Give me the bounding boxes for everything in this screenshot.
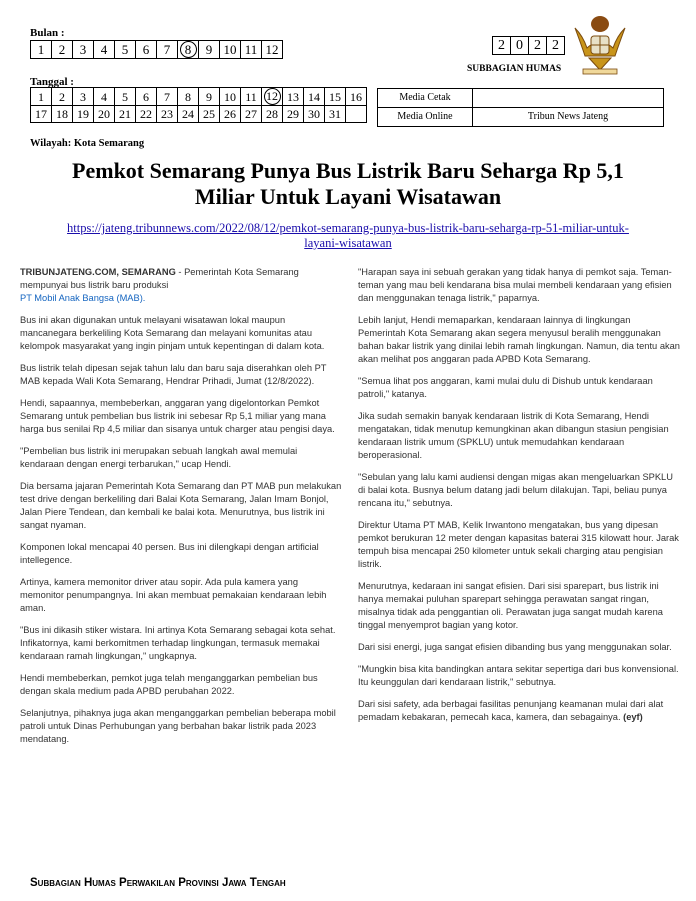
article-url-line-2[interactable]: layani-wisatawan xyxy=(304,236,392,250)
date-value: 19 xyxy=(77,107,89,121)
month-cell xyxy=(136,41,157,59)
article-paragraph: Dia bersama jajaran Pemerintah Kota Semarang dan PT MAB pun melakukan test drive dengan berkeliling dari Balai Kota Semarang, Jalan Imam Bonjol, Jalan Piere Tendean, dan kembali ke balai kota. Menurutnya, bus listrik ini sangat nyaman. xyxy=(20,481,342,530)
date-cell xyxy=(94,106,115,123)
date-value: 7 xyxy=(164,89,170,104)
date-cell xyxy=(262,106,283,123)
date-cell xyxy=(241,106,262,123)
date-value: 23 xyxy=(161,107,173,121)
date-value: 20 xyxy=(98,107,110,121)
date-cell xyxy=(136,88,157,106)
month-value: 11 xyxy=(244,42,258,57)
date-cell xyxy=(52,88,73,106)
date-cell xyxy=(199,106,220,123)
date-cell xyxy=(325,88,346,106)
article-paragraph: Artinya, kamera memonitor driver atau sopir. Ada pula kamera yang memonitor penumpangnya. Ini akan membuat pemakaian kendaraan lebih aman. xyxy=(20,577,327,613)
lead-paragraph xyxy=(20,266,342,305)
date-cell xyxy=(136,106,157,123)
footer-org xyxy=(30,877,286,889)
date-selected-value: 12 xyxy=(264,88,281,105)
garuda-emblem-icon xyxy=(573,14,627,76)
date-value: 27 xyxy=(245,107,257,121)
date-cell xyxy=(220,106,241,123)
company-link[interactable]: PT Mobil Anak Bangsa (MAB). xyxy=(20,293,146,303)
month-cell xyxy=(115,41,136,59)
month-table xyxy=(30,40,283,59)
media-print-label: Media Cetak xyxy=(378,89,473,108)
date-value: 24 xyxy=(182,107,194,121)
article-paragraph: Direktur Utama PT MAB, Kelik Irwantono mengatakan, bus yang dipesan pemkot berukuran 12 meter dengan kapasitas baterai 315 kilowatt hour. Jarak tempuh bisa mencapai 250 kilometer untuk sekali charging atau pengisian listrik. xyxy=(358,520,679,569)
month-value: 12 xyxy=(265,42,279,57)
date-value: 5 xyxy=(122,89,128,104)
date-value: 25 xyxy=(203,107,215,121)
date-cell xyxy=(178,88,199,106)
date-value: 11 xyxy=(245,89,257,104)
date-empty-cell xyxy=(346,106,367,123)
month-value: 2 xyxy=(58,42,66,57)
year-table xyxy=(492,36,565,55)
date-value: 14 xyxy=(308,89,320,104)
article-last-paragraph xyxy=(358,698,680,724)
date-cell xyxy=(199,88,220,106)
article-paragraph: Bus ini akan digunakan untuk melayani wisatawan lokal maupun mancanegara berkeliling Kota Semarang dan melayani komunitas atau kelompok masyarakat yang ingin pinjam untuk kepentingan di dalam kota. xyxy=(20,315,325,351)
date-cell xyxy=(220,88,241,106)
date-cell xyxy=(325,106,346,123)
year-digit-value: 2 xyxy=(534,38,541,53)
month-value: 5 xyxy=(121,42,129,57)
article-title-line-1: Pemkot Semarang Punya Bus Listrik Baru Seharga Rp 5,1 xyxy=(72,158,624,183)
date-cell xyxy=(31,106,52,123)
article-left-column xyxy=(20,266,342,755)
date-cell xyxy=(283,106,304,123)
article-right-column xyxy=(358,266,680,733)
month-label: Bulan : xyxy=(30,27,65,39)
date-value: 29 xyxy=(287,107,299,121)
month-cell xyxy=(241,41,262,59)
org-label: SUBBAGIAN HUMAS xyxy=(467,64,562,74)
month-cell xyxy=(220,41,241,59)
date-value: 16 xyxy=(350,89,362,104)
article-paragraph: "Harapan saya ini sebuah gerakan yang tidak hanya di pemkot saja. Teman-teman yang mau beli kendarana bisa mulai membeli kendaraan yang efisien dan menggunakan tenaga listrik," paparnya. xyxy=(358,267,672,303)
article-paragraph: "Sebulan yang lalu kami audiensi dengan migas akan mengeluarkan SPKLU di balai kota. Busnya belum datang jadi belum dilakujan. Tapi, beliau punya rencana itu," sebutnya. xyxy=(358,472,673,508)
date-value: 13 xyxy=(287,89,299,104)
year-digit-value: 2 xyxy=(498,38,505,53)
date-cell xyxy=(304,106,325,123)
article-paragraph: Selanjutnya, pihaknya juga akan menganggarkan pembelian beberapa mobil patroli untuk Dinas Perhubungan yang berbahan bakar listrik pada 2023 mendatang. xyxy=(20,708,336,744)
article-paragraph: Hendi, sapaannya, membeberkan, anggaran yang digelontorkan Pemkot Semarang untuk pembelian bus listrik ini sebesar Rp 5,1 miliar yang mana harga bus senilai Rp 4,5 miliar dan sisanya untuk charger atau pengisi daya. xyxy=(20,398,335,434)
date-value: 9 xyxy=(206,89,212,104)
year-digit-cell xyxy=(511,37,529,55)
year-digit-cell xyxy=(493,37,511,55)
date-value: 26 xyxy=(224,107,236,121)
month-selected-value: 8 xyxy=(180,41,197,58)
date-value: 4 xyxy=(101,89,107,104)
date-value: 8 xyxy=(185,89,191,104)
date-cell xyxy=(304,88,325,106)
month-value: 9 xyxy=(205,42,213,57)
date-cell xyxy=(283,88,304,106)
article-paragraph: "Bus ini dikasih stiker wistara. Ini artinya Kota Semarang sebagai kota sehat. Infikatornya, kami berkomitmen terhadap lingkungan, termasuk memakai kendaraan ramah lingkungan," ungkapnya. xyxy=(20,625,336,661)
region-label: Wilayah: Kota Semarang xyxy=(30,138,145,149)
date-value: 22 xyxy=(140,107,152,121)
author-tag: (eyf) xyxy=(623,712,643,722)
month-cell xyxy=(262,41,283,59)
article-paragraph: Bus listrik telah dipesan sejak tahun lalu dan baru saja diserahkan oleh PT MAB kepada Wali Kota Semarang, Hendrar Prihadi, Jumat (12/8/2022). xyxy=(20,363,327,386)
date-value: 15 xyxy=(329,89,341,104)
date-value: 28 xyxy=(266,107,278,121)
article-paragraph: Dari sisi energi, juga sangat efisien dibanding bus yang menggunakan solar. xyxy=(358,642,672,652)
year-digit-value: 2 xyxy=(552,38,559,53)
date-value: 1 xyxy=(38,89,44,104)
media-online-label: Media Online xyxy=(378,108,473,127)
date-value: 21 xyxy=(119,107,131,121)
month-cell xyxy=(157,41,178,59)
date-cell xyxy=(73,88,94,106)
date-cell xyxy=(31,88,52,106)
month-value: 10 xyxy=(223,42,237,57)
month-value: 4 xyxy=(100,42,108,57)
article-paragraph: "Semua lihat pos anggaran, kami mulai dulu di Dishub untuk kendaraan patroli," katanya. xyxy=(358,376,653,399)
year-digit-value: 0 xyxy=(516,38,523,53)
article-paragraph: Hendi membeberkan, pemkot juga telah menganggarkan pembelian bus dengan skala medium pada APBD perubahan 2022. xyxy=(20,673,318,696)
month-cell xyxy=(94,41,115,59)
month-cell xyxy=(178,41,199,59)
article-paragraph: Jika sudah semakin banyak kendaraan listrik di Kota Semarang, Hendi mengatakan, tidak menutup kemungkinan akan dibangun stasiun pengisian kendaraan listrik umum (SPKLU) untuk memudahkan kendaraan beroperasional. xyxy=(358,411,669,460)
year-digit-cell xyxy=(547,37,565,55)
article-title-line-2: Miliar Untuk Layani Wisatawan xyxy=(194,184,502,209)
media-table xyxy=(377,88,664,127)
article-paragraph: "Mungkin bisa kita bandingkan antara sekitar sepertiga dari bus konvensional. Itu keunggulan dari kendaraan listrik," sebutnya. xyxy=(358,664,679,687)
date-value: 18 xyxy=(56,107,68,121)
date-table xyxy=(30,87,367,123)
last-paragraph-text: Dari sisi safety, ada berbagai fasilitas penunjang keamanan mulai dari alat pemadam kebakaran, pemecah kaca, kamera, dan sebagainya. xyxy=(358,699,664,722)
date-value: 2 xyxy=(59,89,65,104)
date-cell xyxy=(115,88,136,106)
month-cell xyxy=(52,41,73,59)
month-cell xyxy=(31,41,52,59)
month-value: 3 xyxy=(79,42,87,57)
date-cell xyxy=(157,88,178,106)
date-cell xyxy=(115,106,136,123)
article-paragraph: Komponen lokal mencapai 40 persen. Bus ini dilengkapi dengan artificial intellegence. xyxy=(20,542,319,565)
date-label: Tanggal : xyxy=(30,76,74,88)
month-cell xyxy=(73,41,94,59)
article-paragraph: "Pembelian bus listrik ini merupakan sebuah langkah awal memulai kendaraan dengan energi terbarukan," ucap Hendi. xyxy=(20,446,298,469)
month-value: 1 xyxy=(37,42,45,57)
year-digit-cell xyxy=(529,37,547,55)
date-value: 10 xyxy=(224,89,236,104)
article-url-line-1[interactable]: https://jateng.tribunnews.com/2022/08/12/pemkot-semarang-punya-bus-listrik-baru-seharga-rp-51-miliar-untuk- xyxy=(67,221,629,235)
lead-text: - Pemerintah Kota Semarang mempunyai bus listrik baru produksi xyxy=(20,267,299,290)
source-label: TRIBUNJATENG.COM, SEMARANG xyxy=(20,267,176,277)
month-cell xyxy=(199,41,220,59)
month-value: 6 xyxy=(142,42,150,57)
date-cell xyxy=(178,106,199,123)
date-cell xyxy=(94,88,115,106)
date-value: 30 xyxy=(308,107,320,121)
date-value: 3 xyxy=(80,89,86,104)
footer-text: Subbagian Humas Perwakilan Provinsi Jawa Tengah xyxy=(30,877,286,889)
date-value: 6 xyxy=(143,89,149,104)
date-cell xyxy=(73,106,94,123)
date-cell xyxy=(241,88,262,106)
date-value: 31 xyxy=(329,107,341,121)
month-value: 7 xyxy=(163,42,171,57)
date-cell xyxy=(52,106,73,123)
date-cell xyxy=(262,88,283,106)
article-paragraph: Lebih lanjut, Hendi memaparkan, kendaraan lainnya di lingkungan Pemerintah Kota Semarang akan segera menyusul beralih menggunakan bahan bakar listrik yang dinilai lebih ramah lingkungan. Namun, dia tentu akan akan melihat pos anggaran pada APBD Kota Semarang. xyxy=(358,315,680,364)
media-online-value: Tribun News Jateng xyxy=(473,108,664,127)
date-value: 17 xyxy=(35,107,47,121)
date-cell xyxy=(346,88,367,106)
article-paragraph: Menurutnya, kedaraan ini sangat efisien. Dari sisi sparepart, bus listrik ini hanya memakai puluhan sparepart sehingga perawatan sangat ringan, misalnya tidak ada penggantian oli. Perawatan juga sangat mudah karena tinggal menyemprot bagian yang kotor. xyxy=(358,581,663,630)
date-cell xyxy=(157,106,178,123)
media-print-value xyxy=(473,89,664,108)
